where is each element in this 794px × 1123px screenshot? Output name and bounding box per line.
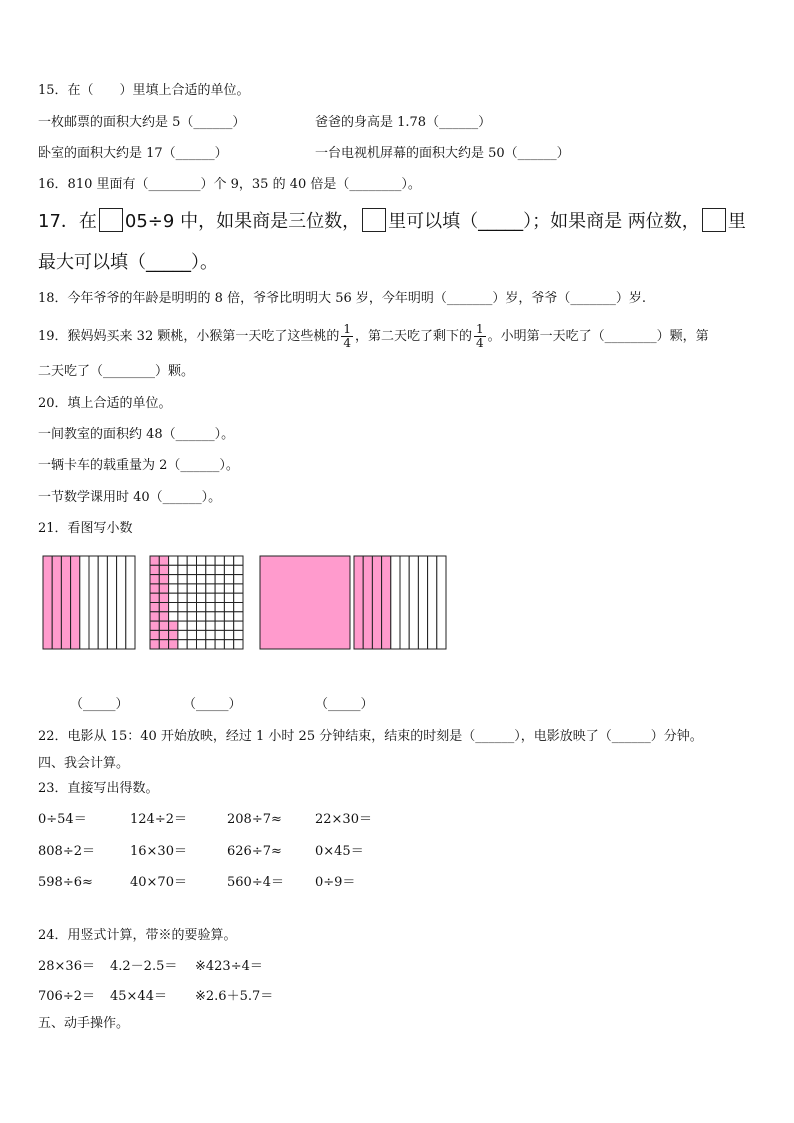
section-5-title: 五、动手操作。 (38, 1016, 130, 1031)
q19-line2: 二天吃了（________）颗。 (38, 364, 195, 379)
q15-item-a: 一枚邮票的面积大约是 5（______） (38, 115, 246, 130)
hundredth-cell (234, 640, 243, 649)
tenth-strip (52, 556, 61, 649)
q17-digit-box-3 (702, 208, 726, 232)
hundredth-cell (215, 640, 224, 649)
hundredth-cell (187, 584, 196, 593)
hundredth-cell (234, 565, 243, 574)
q23-expression: 808÷2＝ (38, 844, 95, 859)
hundredth-cell (150, 565, 159, 574)
tenth-strip (354, 556, 363, 649)
hundredth-cell (215, 556, 224, 565)
hundredth-cell (197, 621, 206, 630)
hundredth-cell (197, 603, 206, 612)
q16-text: 16．810 里面有（________）个 9，35 的 40 倍是（________）。 (38, 177, 421, 192)
hundredth-cell (159, 603, 168, 612)
hundredth-cell (234, 593, 243, 602)
hundredth-cell (187, 593, 196, 602)
hundredth-cell (169, 575, 178, 584)
hundredth-cell (206, 621, 215, 630)
hundredth-cell (150, 556, 159, 565)
hundredth-cell (224, 640, 233, 649)
hundredth-cell (234, 621, 243, 630)
q23-expression: 124÷2＝ (130, 812, 187, 827)
hundredth-cell (169, 593, 178, 602)
q23-expression: 0×45＝ (315, 844, 364, 859)
q21-figure-tenths-2 (354, 556, 446, 649)
q20-item-c: 一节数学课用时 40（______）。 (38, 490, 222, 505)
whole-unit-square (260, 556, 350, 649)
hundredth-cell (234, 603, 243, 612)
tenth-strip (126, 556, 135, 649)
q17-part1: 17．在 (38, 211, 97, 232)
hundredth-cell (206, 575, 215, 584)
q21-answer-blank-3[interactable]: （_____） (315, 697, 374, 712)
q19-fraction-2: $\frac{1}{4}$ (476, 322, 484, 350)
hundredth-cell (215, 584, 224, 593)
q24-title: 24．用竖式计算，带※的要验算。 (38, 928, 237, 943)
q24-expression: ※423÷4＝ (195, 959, 263, 974)
q21-title: 21．看图写小数 (38, 521, 133, 536)
hundredth-cell (215, 593, 224, 602)
tenth-strip (437, 556, 446, 649)
q15-item-c: 卧室的面积大约是 17（______） (38, 146, 228, 161)
q24-expression: ※2.6＋5.7＝ (195, 989, 274, 1004)
hundredth-cell (234, 630, 243, 639)
q15-title: 15．在（ ）里填上合适的单位。 (38, 83, 250, 98)
tenth-strip (117, 556, 126, 649)
hundredth-cell (178, 621, 187, 630)
hundredth-cell (187, 603, 196, 612)
tenth-strip (428, 556, 437, 649)
q15-item-b: 爸爸的身高是 1.78（______） (315, 115, 492, 130)
hundredth-cell (150, 575, 159, 584)
q20-title: 20．填上合适的单位。 (38, 396, 172, 411)
hundredth-cell (224, 584, 233, 593)
q17-digit-box-2 (362, 208, 386, 232)
q23-expression: 208÷7≈ (227, 812, 282, 827)
hundredth-cell (234, 584, 243, 593)
hundredth-cell (159, 612, 168, 621)
tenth-strip (382, 556, 391, 649)
hundredth-cell (169, 612, 178, 621)
hundredth-cell (197, 556, 206, 565)
hundredth-cell (150, 640, 159, 649)
q21-figure-tenths (43, 556, 135, 649)
tenth-strip (80, 556, 89, 649)
hundredth-cell (159, 584, 168, 593)
q19-line1 (38, 322, 709, 352)
hundredth-cell (159, 640, 168, 649)
hundredth-cell (197, 612, 206, 621)
hundredth-cell (178, 630, 187, 639)
hundredth-cell (224, 593, 233, 602)
hundredth-cell (169, 630, 178, 639)
hundredth-cell (215, 565, 224, 574)
hundredth-cell (206, 584, 215, 593)
hundredth-cell (187, 575, 196, 584)
hundredth-cell (169, 565, 178, 574)
tenth-strip (391, 556, 400, 649)
hundredth-cell (178, 565, 187, 574)
tenth-strip (43, 556, 52, 649)
q17-line1 (38, 208, 746, 235)
hundredth-cell (187, 630, 196, 639)
tenth-strip (61, 556, 70, 649)
hundredth-cell (187, 612, 196, 621)
tenth-strip (98, 556, 107, 649)
hundredth-cell (224, 575, 233, 584)
tenth-strip (418, 556, 427, 649)
q17-line2: 最大可以填（_____）。 (38, 252, 218, 273)
q21-figures (0, 548, 794, 658)
hundredth-cell (197, 593, 206, 602)
q23-expression: 626÷7≈ (227, 844, 282, 859)
hundredth-cell (234, 556, 243, 565)
q18-text: 18．今年爷爷的年龄是明明的 8 倍，爷爷比明明大 56 岁，今年明明（_______）岁，爷爷（_______）岁. (38, 291, 647, 306)
q19-part1: 19．猴妈妈买来 32 颗桃，小猴第一天吃了这些桃的 (38, 329, 340, 344)
hundredth-cell (169, 556, 178, 565)
hundredth-cell (197, 584, 206, 593)
hundredth-cell (178, 612, 187, 621)
hundredth-cell (206, 593, 215, 602)
q24-expression: 28×36＝ (38, 959, 95, 974)
q23-expression: 22×30＝ (315, 812, 372, 827)
hundredth-cell (224, 556, 233, 565)
hundredth-cell (169, 584, 178, 593)
q23-expression: 0÷54＝ (38, 812, 87, 827)
hundredth-cell (206, 612, 215, 621)
hundredth-cell (150, 603, 159, 612)
hundredth-cell (206, 630, 215, 639)
q21-answer-blank-2[interactable]: （_____） (183, 697, 242, 712)
q23-expression: 560÷4＝ (227, 875, 284, 890)
q21-figure-hundredths (150, 556, 243, 649)
hundredth-cell (215, 575, 224, 584)
hundredth-cell (206, 603, 215, 612)
q23-expression: 0÷9＝ (315, 875, 356, 890)
hundredth-cell (197, 575, 206, 584)
q23-expression: 40×70＝ (130, 875, 187, 890)
hundredth-cell (159, 630, 168, 639)
hundredth-cell (159, 621, 168, 630)
hundredth-cell (150, 621, 159, 630)
hundredth-cell (224, 612, 233, 621)
hundredth-cell (150, 593, 159, 602)
hundredth-cell (234, 612, 243, 621)
hundredth-cell (178, 603, 187, 612)
q15-item-d: 一台电视机屏幕的面积大约是 50（______） (315, 146, 570, 161)
hundredth-cell (224, 630, 233, 639)
q17-digit-box-1 (99, 208, 123, 232)
tenth-strip (71, 556, 80, 649)
hundredth-cell (178, 584, 187, 593)
hundredth-cell (197, 640, 206, 649)
hundredth-cell (159, 575, 168, 584)
hundredth-cell (150, 630, 159, 639)
q19-fraction-1: $\frac{1}{4}$ (343, 322, 351, 350)
hundredth-cell (215, 603, 224, 612)
tenth-strip (372, 556, 381, 649)
q23-expression: 598÷6≈ (38, 875, 93, 890)
hundredth-cell (150, 584, 159, 593)
hundredth-cell (169, 621, 178, 630)
hundredth-cell (206, 565, 215, 574)
hundredth-cell (234, 575, 243, 584)
hundredth-cell (215, 612, 224, 621)
hundredth-cell (178, 593, 187, 602)
hundredth-cell (159, 556, 168, 565)
hundredth-cell (169, 603, 178, 612)
hundredth-cell (187, 556, 196, 565)
hundredth-cell (159, 593, 168, 602)
q21-answer-blank-1[interactable]: （_____） (70, 697, 129, 712)
q19-part3: 。小明第一天吃了（________）颗，第 (487, 329, 709, 344)
hundredth-cell (206, 640, 215, 649)
hundredth-cell (215, 621, 224, 630)
hundredth-cell (159, 565, 168, 574)
q20-item-a: 一间教室的面积约 48（______）。 (38, 427, 235, 442)
hundredth-cell (206, 556, 215, 565)
section-4-title: 四、我会计算。 (38, 756, 130, 771)
hundredth-cell (215, 630, 224, 639)
hundredth-cell (178, 556, 187, 565)
hundredth-cell (197, 565, 206, 574)
hundredth-cell (224, 565, 233, 574)
q23-title: 23．直接写出得数。 (38, 781, 159, 796)
hundredth-cell (187, 565, 196, 574)
q19-part2: ，第二天吃了剩下的 (355, 329, 473, 344)
tenth-strip (400, 556, 409, 649)
hundredth-cell (187, 640, 196, 649)
hundredth-cell (169, 640, 178, 649)
tenth-strip (89, 556, 98, 649)
tenth-strip (409, 556, 418, 649)
q24-expression: 706÷2＝ (38, 989, 95, 1004)
q17-part3: 里可以填（_____）；如果商是 两位数， (388, 211, 700, 232)
hundredth-cell (150, 612, 159, 621)
q23-expression: 16×30＝ (130, 844, 187, 859)
tenth-strip (107, 556, 116, 649)
q17-part4: 里 (727, 211, 746, 232)
hundredth-cell (178, 640, 187, 649)
hundredth-cell (197, 630, 206, 639)
hundredth-cell (187, 621, 196, 630)
q24-expression: 45×44＝ (110, 989, 167, 1004)
hundredth-cell (178, 575, 187, 584)
q20-item-b: 一辆卡车的载重量为 2（______）。 (38, 458, 239, 473)
tenth-strip (363, 556, 372, 649)
q24-expression: 4.2－2.5＝ (110, 959, 178, 974)
q22-text: 22．电影从 15：40 开始放映，经过 1 小时 25 分钟结束，结束的时刻是（______），电影放映了（______）分钟。 (38, 729, 703, 744)
hundredth-cell (224, 603, 233, 612)
q17-part2: 05÷9 中，如果商是三位数， (124, 211, 361, 232)
hundredth-cell (224, 621, 233, 630)
q21-figure-whole-square (260, 556, 350, 649)
